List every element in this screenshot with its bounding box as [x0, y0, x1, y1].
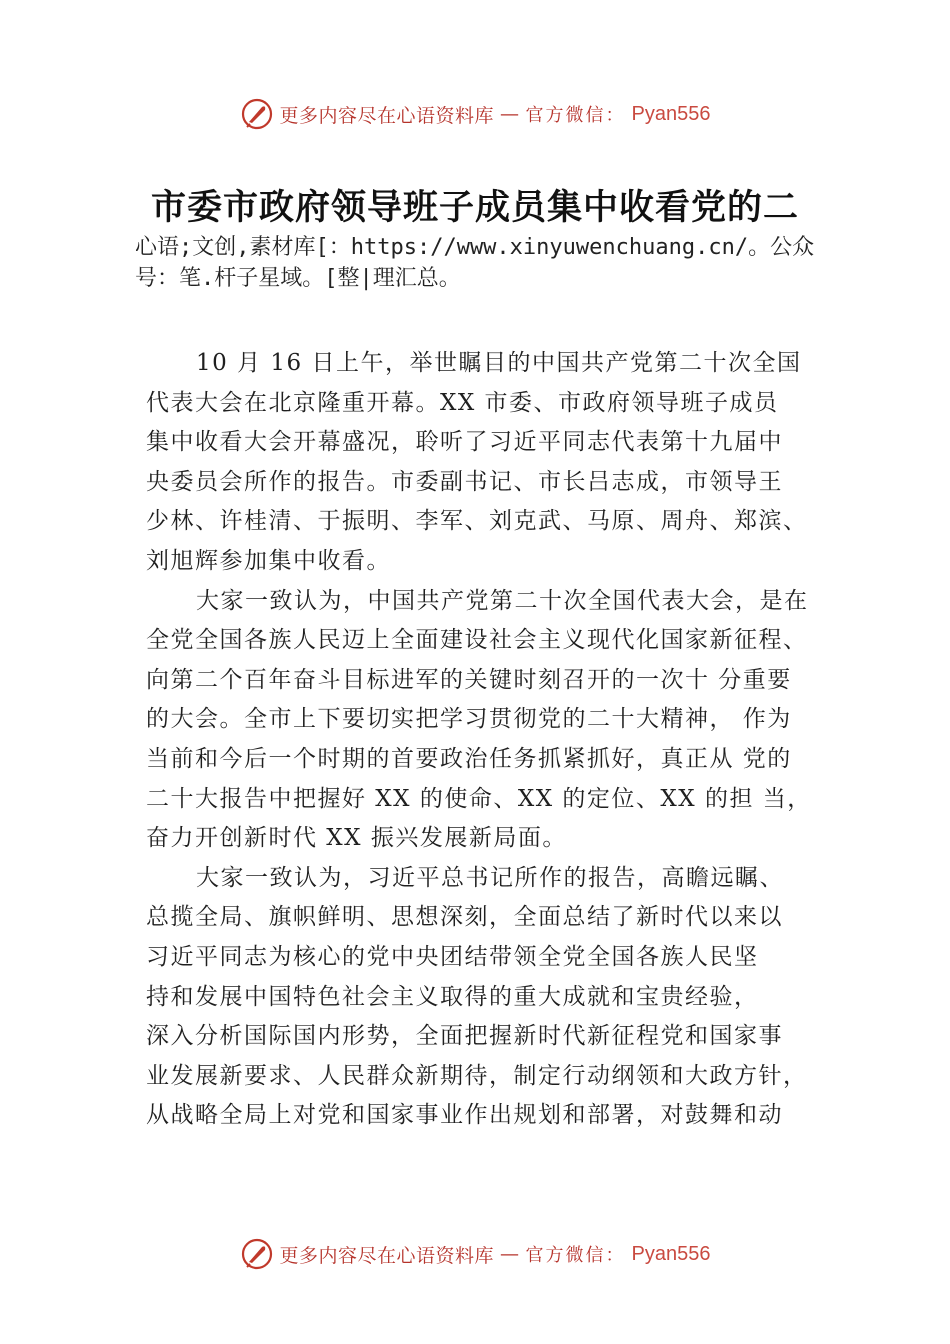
- footer-watermark-banner: [0, 1234, 950, 1274]
- body-line: 大家一致认为，中国共产党第二十次全国代表大会，是在: [196, 587, 809, 614]
- document-body: [146, 344, 846, 1136]
- body-line: 从战略全局上对党和国家事业作出规划和部署，对鼓舞和动: [146, 1102, 783, 1129]
- banner-dash: —: [500, 103, 520, 125]
- banner-wechat-id: Pyan556: [631, 102, 711, 125]
- document-title: 市委市政府领导班子成员集中收看党的二: [150, 187, 799, 228]
- banner-brand-text: 更多内容尽在心语资料库: [279, 1244, 495, 1267]
- body-line: 的大会。全市上下要切实把学习贯彻党的二十大精神， 作为: [146, 706, 792, 733]
- body-line: 持和发展中国特色社会主义取得的重大成就和宝贵经验，: [146, 983, 759, 1010]
- body-line: 奋力开创新时代 XX 振兴发展新局面。: [146, 825, 567, 852]
- body-line: 业发展新要求、人民群众新期待，制定行动纲领和大政方针，: [146, 1062, 808, 1089]
- banner-wechat-id: Pyan556: [631, 1242, 711, 1265]
- body-line: 10 月 16 日上午，举世瞩目的中国共产党第二十次全国: [196, 350, 802, 376]
- body-line: 习近平同志为核心的党中央团结带领全党全国各族人民坚: [146, 943, 759, 970]
- body-line: 深入分析国际国内形势，全面把握新时代新征程党和国家事: [146, 1023, 783, 1050]
- body-line: 少林、许桂清、于振明、李军、刘克武、马原、周舟、郑滨、: [146, 508, 808, 535]
- body-line: 二十大报告中把握好 XX 的使命、XX 的定位、XX 的担 当，: [146, 785, 812, 812]
- banner-brand-text: 更多内容尽在心语资料库: [279, 104, 495, 127]
- body-line: 向第二个百年奋斗目标进军的关键时刻召开的一次十 分重要: [146, 666, 792, 693]
- quill-logo-icon: [240, 97, 274, 131]
- banner-wechat-label: 官方微信：: [525, 105, 626, 126]
- quill-logo-icon: [240, 1237, 274, 1271]
- body-line: 全党全国各族人民迈上全面建设社会主义现代化国家新征程、: [146, 627, 808, 654]
- source-line: 心语;文创,素材库[：https://www.xinyuwenchuang.cn/。公众: [135, 235, 815, 260]
- body-line: 刘旭辉参加集中收看。: [146, 547, 391, 574]
- banner-dash: —: [500, 1243, 520, 1265]
- source-line: 号：笔.杆子星域。[整|理汇总。: [135, 266, 461, 291]
- body-line: 代表大会在北京隆重开幕。XX 市委、市政府领导班子成员: [146, 389, 779, 416]
- body-line: 总揽全局、旗帜鲜明、思想深刻，全面总结了新时代以来以: [146, 904, 783, 931]
- source-note: [135, 232, 855, 294]
- body-line: 集中收看大会开幕盛况，聆听了习近平同志代表第十九届中: [146, 429, 783, 456]
- header-watermark-banner: [0, 94, 950, 134]
- body-line: 当前和今后一个时期的首要政治任务抓紧抓好，真正从 党的: [146, 745, 792, 772]
- body-line: 大家一致认为，习近平总书记所作的报告，高瞻远瞩、: [196, 864, 784, 891]
- body-line: 央委员会所作的报告。市委副书记、市长吕志成，市领导王: [146, 468, 783, 495]
- banner-wechat-label: 官方微信：: [525, 1245, 626, 1266]
